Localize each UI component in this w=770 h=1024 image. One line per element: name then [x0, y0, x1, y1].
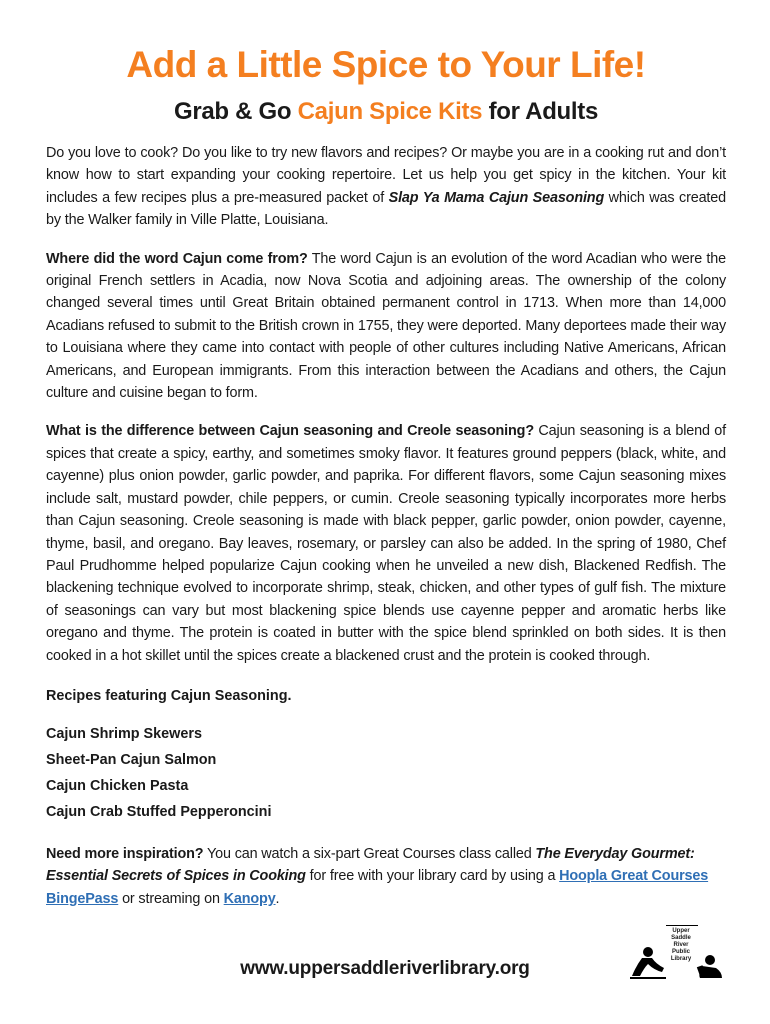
section-cajun-origin-heading: Where did the word Cajun come from?: [46, 250, 308, 267]
inspiration-text-3: or streaming on: [118, 890, 224, 907]
inspiration-text-4: .: [275, 890, 280, 907]
section-cajun-vs-creole-heading: What is the difference between Cajun seasoning and Creole seasoning?: [46, 423, 534, 440]
kanopy-link[interactable]: Kanopy: [223, 890, 276, 907]
page-title: Add a Little Spice to Your Life!: [126, 44, 646, 85]
intro-seasoning-name: Slap Ya Mama Cajun Seasoning: [388, 189, 605, 206]
reading-figures-icon: [626, 928, 726, 988]
recipe-item: Cajun Crab Stuffed Pepperoncini: [46, 803, 272, 820]
section-cajun-origin: [46, 248, 726, 405]
inspiration-text-1: You can watch a six-part Great Courses class called: [203, 845, 536, 862]
flyer: [46, 40, 726, 910]
subtitle-prefix: Grab & Go: [173, 98, 298, 125]
library-logo: [626, 928, 726, 988]
section-cajun-vs-creole: [46, 420, 726, 666]
recipes-heading: Recipes featuring Cajun Seasoning.: [46, 687, 292, 704]
subtitle-suffix: for Adults: [482, 98, 599, 125]
recipes-list: [46, 721, 726, 825]
subtitle-highlight: Cajun Spice Kits: [297, 98, 483, 125]
intro-text-2: which was created by the Walker family in Ville Platte, Louisiana.: [46, 189, 726, 229]
logo-rule: [666, 925, 698, 926]
intro-paragraph: [46, 142, 726, 232]
hoopla-link[interactable]: Hoopla Great Courses BingePass: [46, 868, 709, 907]
section-cajun-vs-creole-body: Cajun seasoning is a blend of spices that create a spicy, earthy, and sometimes smoky flavor. It features ground peppers (black, white, and cayenne) plus onion powder, garlic powder, and paprika. For different flavors, some Cajun seasoning mixes include salt, mustard powder, chile peppers, or cumin. Creole seasoning typically incorporates more herbs than Cajun seasoning. Creole seasoning is made with black pepper, garlic powder, onion powder, cayenne, thyme, basil, and oregano. Bay leaves, rosemary, or parsley can also be added. In the spring of 1980, Chef Paul Prudhomme helped popularize Cajun cooking when he unveiled a new dish, Blackened Redfish. The blackening technique evolved to incorporate shrimp, steak, chicken, and other types of gulf fish. The mixture of seasonings can vary but most blackening spice blends use cayenne pepper and aromatic herbs like oregano and thyme. The protein is coated in butter with the spice blend sprinkled on both sides. It is then cooked in a hot skillet until the spices create a blackened crust and the protein is cooked through.: [46, 423, 726, 664]
logo-line-upper: Upper: [672, 928, 690, 934]
intro-text-1: Do you love to cook? Do you like to try new flavors and recipes? Or maybe you are in a cooking rut and don’t know how to start expanding your cooking repertoire. Let us help you get spicy in the kitchen. Your kit includes a few recipes plus a pre-measured packet of: [46, 145, 726, 206]
course-title: The Everyday Gourmet: Essential Secrets of Spices in Cooking: [46, 845, 695, 885]
inspiration-paragraph: [46, 843, 726, 910]
logo-line-river: River: [673, 942, 689, 948]
logo-line-public: Public: [671, 949, 690, 955]
inspiration-heading: Need more inspiration?: [46, 845, 204, 862]
logo-line-library: Library: [670, 956, 692, 962]
recipe-item: Cajun Shrimp Skewers: [46, 725, 202, 742]
section-cajun-origin-body: The word Cajun is an evolution of the word Acadian who were the original French settlers in Acadia, now Nova Scotia and adjoining areas. The ownership of the colony changed several times until Great Britain obtained permanent control in 1713. When more than 14,000 Acadians refused to submit to the British crown in 1755, they were deported. Many deportees made their way to Louisiana where they came into contact with people of other cultures including Native Americans, African Americans, and European immigrants. From this interaction between the Acadians and others, the Cajun culture and cuisine began to form.: [46, 250, 726, 402]
recipe-item: Cajun Chicken Pasta: [46, 777, 189, 794]
inspiration-text-2: for free with your library card by using a: [305, 868, 560, 885]
library-website: www.uppersaddleriverlibrary.org: [240, 958, 530, 979]
logo-line-saddle: Saddle: [671, 935, 691, 941]
page-subtitle: [46, 96, 726, 128]
recipe-item: Sheet-Pan Cajun Salmon: [46, 751, 217, 768]
